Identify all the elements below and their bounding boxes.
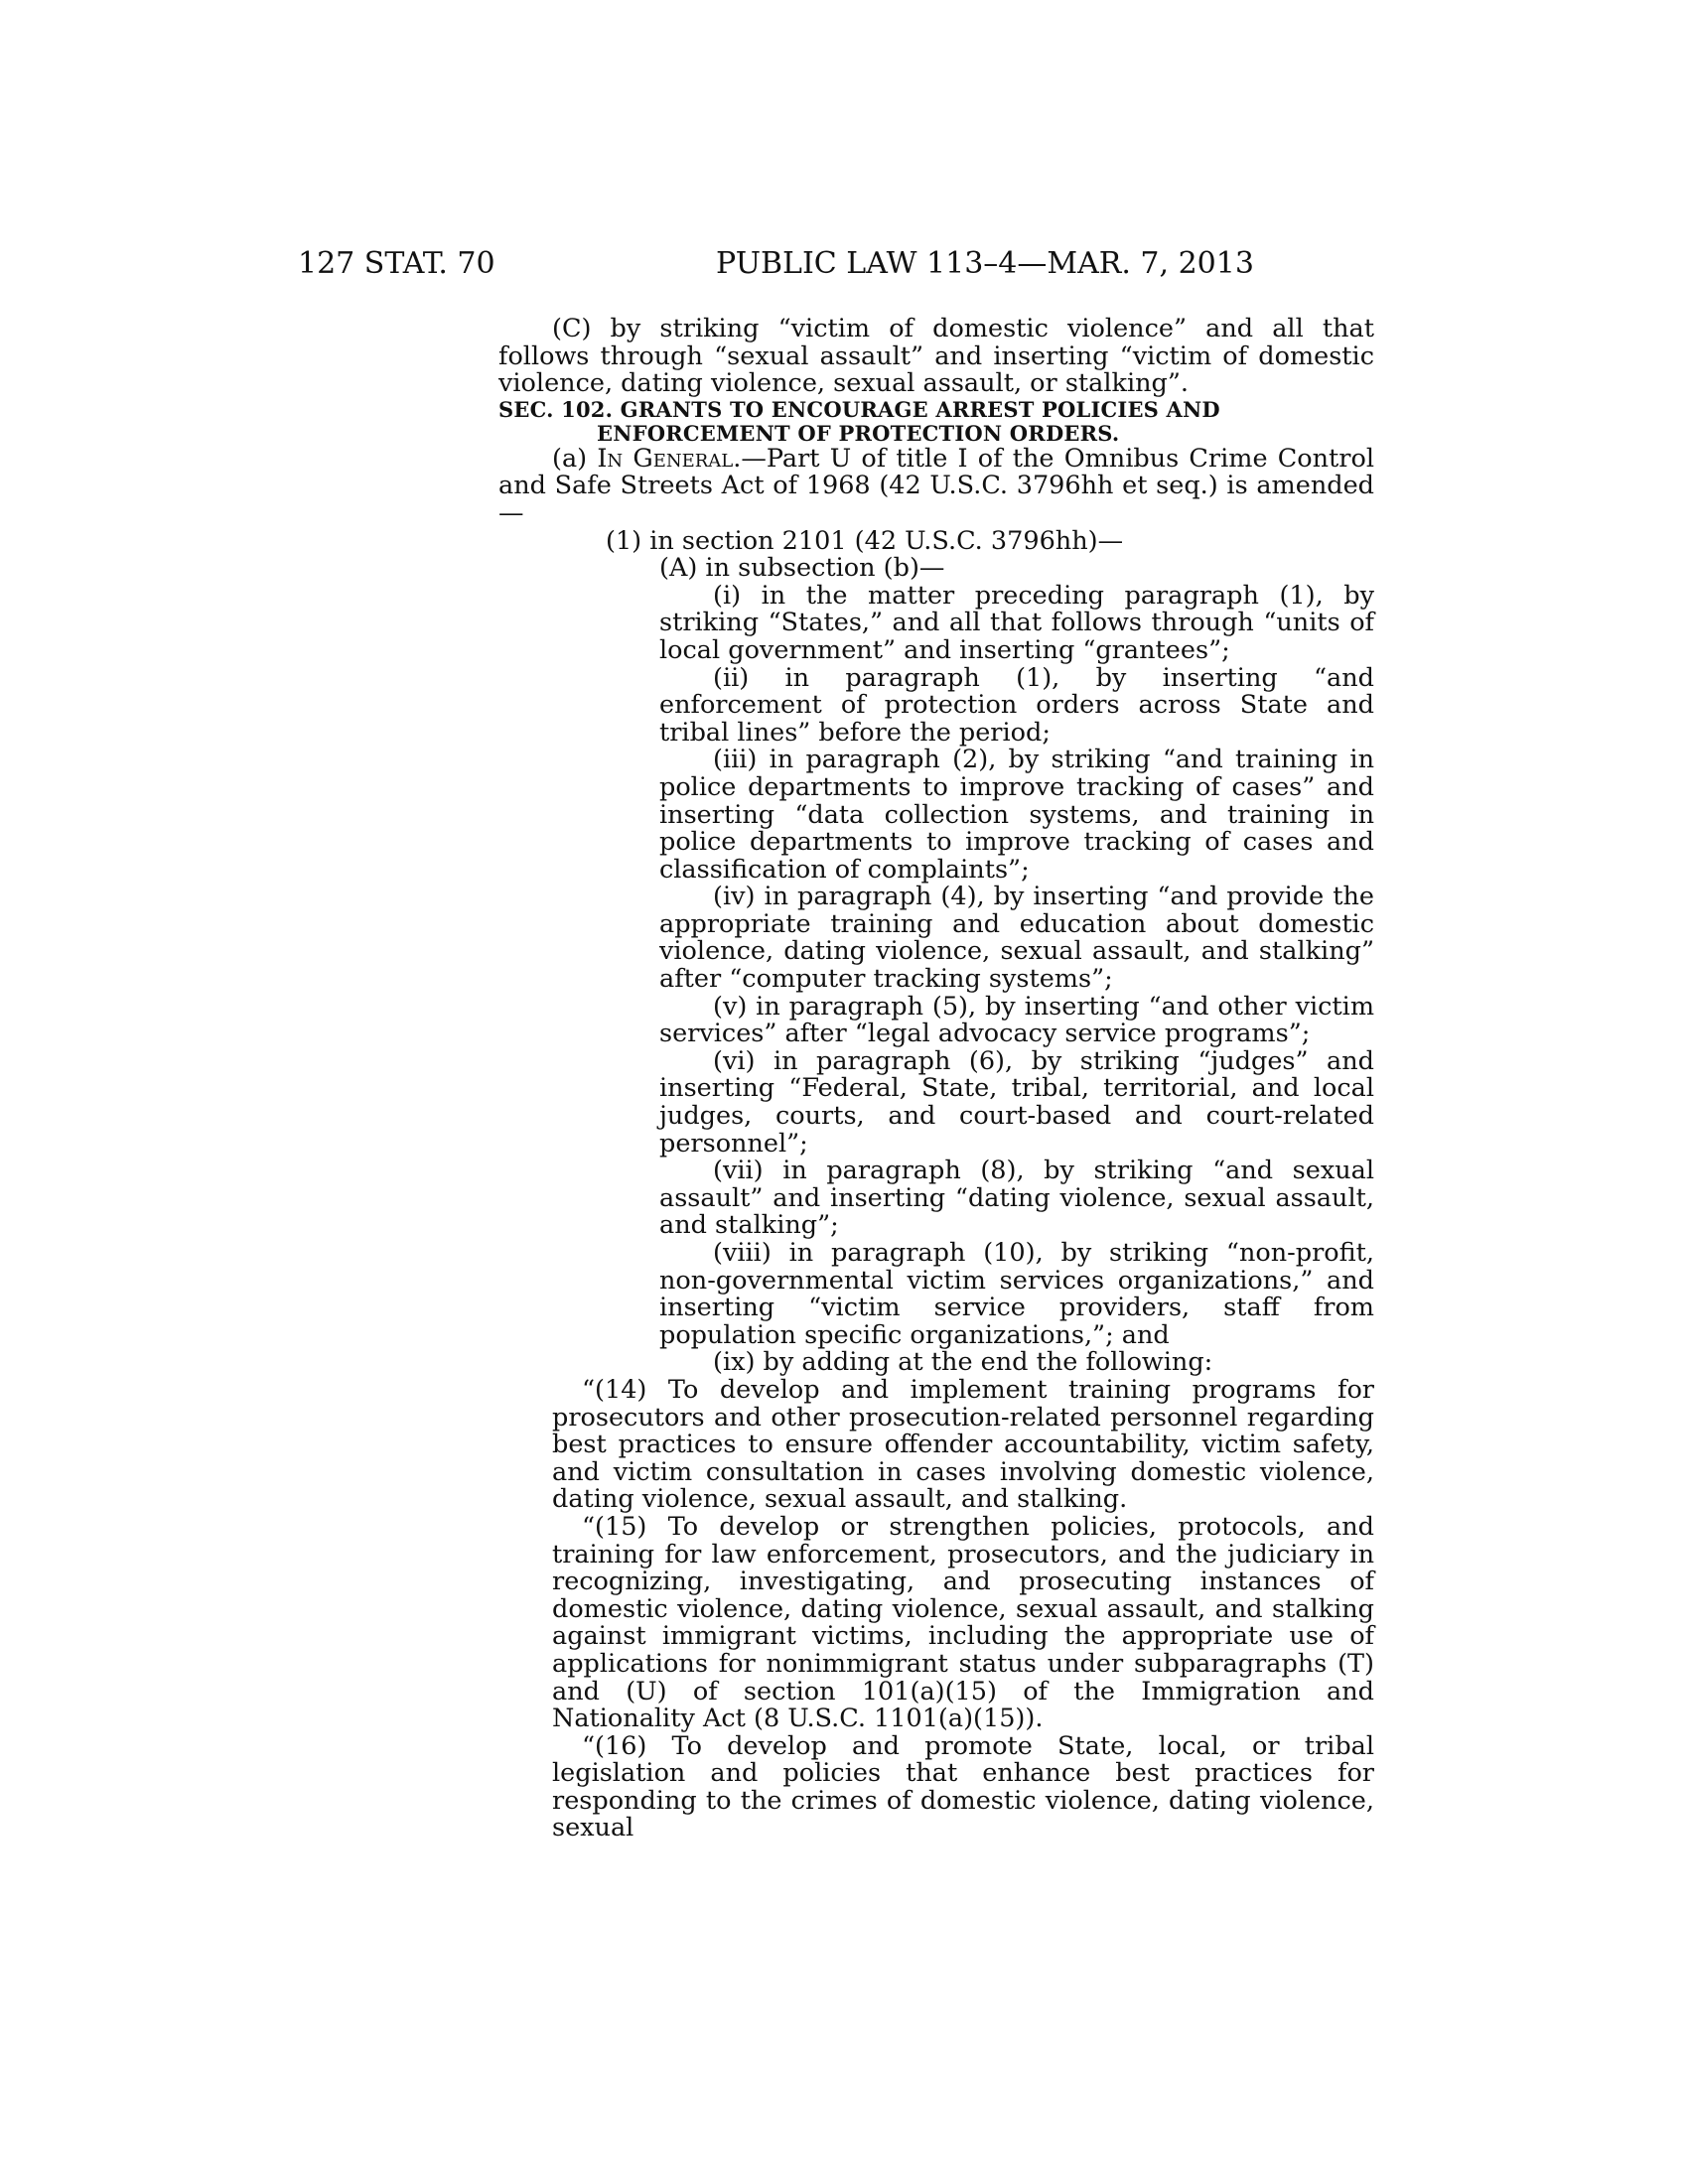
clause-viii: (viii) in paragraph (10), by striking “non-profit, non-governmental victim services organizations,” and inserting “victim service providers, staff from population specific organizations,”; and xyxy=(659,1238,1374,1350)
subsection-a-label: (a) xyxy=(552,443,598,474)
clause-v: (v) in paragraph (5), by inserting “and other victim services” after “legal advocacy service programs”; xyxy=(659,991,1374,1049)
quoted-paragraph-16: “(16) To develop and promote State, local, or tribal legislation and policies that enhance best practices for responding to the crimes of domestic violence, dating violence, sexual xyxy=(552,1730,1374,1843)
clause-iv: (iv) in paragraph (4), by inserting “and provide the appropriate training and education about domestic violence, dating violence, sexual assault, and stalking” after “computer tracking systems”; xyxy=(659,882,1374,995)
clause-i: (i) in the matter preceding paragraph (1), by striking “States,” and all that follows through “units of local government” and inserting “grantees”; xyxy=(659,580,1374,665)
subsection-a xyxy=(498,443,1374,528)
clause-vii: (vii) in paragraph (8), by striking “and sexual assault” and inserting “dating violence, sexual assault, and stalking”; xyxy=(659,1156,1374,1241)
clause-ix: (ix) by adding at the end the following: xyxy=(713,1347,1213,1378)
paragraph-1: (1) in section 2101 (42 U.S.C. 3796hh)— xyxy=(606,525,1124,556)
quoted-paragraph-14: “(14) To develop and implement training programs for prosecutors and other prosecution-related personnel regarding best practices to ensure offender accountability, victim safety, and victim consultation in cases involving domestic violence, dating violence, sexual assault, and stalking. xyxy=(552,1374,1374,1515)
clause-c: (C) by striking “victim of domestic violence” and all that follows through “sexual assault” and inserting “victim of domestic violence, dating violence, sexual assault, or stalking”. xyxy=(498,314,1374,399)
page-header xyxy=(298,246,1370,286)
section-heading: SEC. 102. GRANTS TO ENCOURAGE ARREST POLICIES AND ENFORCEMENT OF PROTECTION ORDERS. xyxy=(498,396,1220,446)
public-law-title: PUBLIC LAW 113–4—MAR. 7, 2013 xyxy=(716,246,1254,281)
clause-vi: (vi) in paragraph (6), by striking “judges” and inserting “Federal, State, tribal, territorial, and local judges, courts, and court-based and court-related personnel”; xyxy=(659,1045,1374,1159)
clause-ii: (ii) in paragraph (1), by inserting “and enforcement of protection orders across State and tribal lines” before the period; xyxy=(659,662,1374,748)
document-body xyxy=(498,316,1374,1843)
subparagraph-A: (A) in subsection (b)— xyxy=(659,553,945,584)
quoted-paragraph-15: “(15) To develop or strengthen policies, protocols, and training for law enforcement, prosecutors, and the judiciary in recognizing, investigating, and prosecuting instances of domestic violence, dating violence, sexual assault, and stalking against immigrant victims, including the appropriate use of applications for nonimmigrant status under subparagraphs (T) and (U) of section 101(a)(15) of the Immigration and Nationality Act (8 U.S.C. 1101(a)(15)). xyxy=(552,1511,1374,1734)
statute-page-number: 127 STAT. 70 xyxy=(298,246,495,281)
subsection-a-text: .—Part U of title I of the Omnibus Crime Control and Safe Streets Act of 1968 (42 U.S.C. 3796hh et seq.) is amended— xyxy=(498,443,1374,528)
subsection-a-heading: In General xyxy=(597,443,734,474)
clause-iii: (iii) in paragraph (2), by striking “and training in police departments to improve tracking of cases” and inserting “data collection systems, and training in police departments to improve tracking of cases and classification of complaints”; xyxy=(659,745,1374,885)
